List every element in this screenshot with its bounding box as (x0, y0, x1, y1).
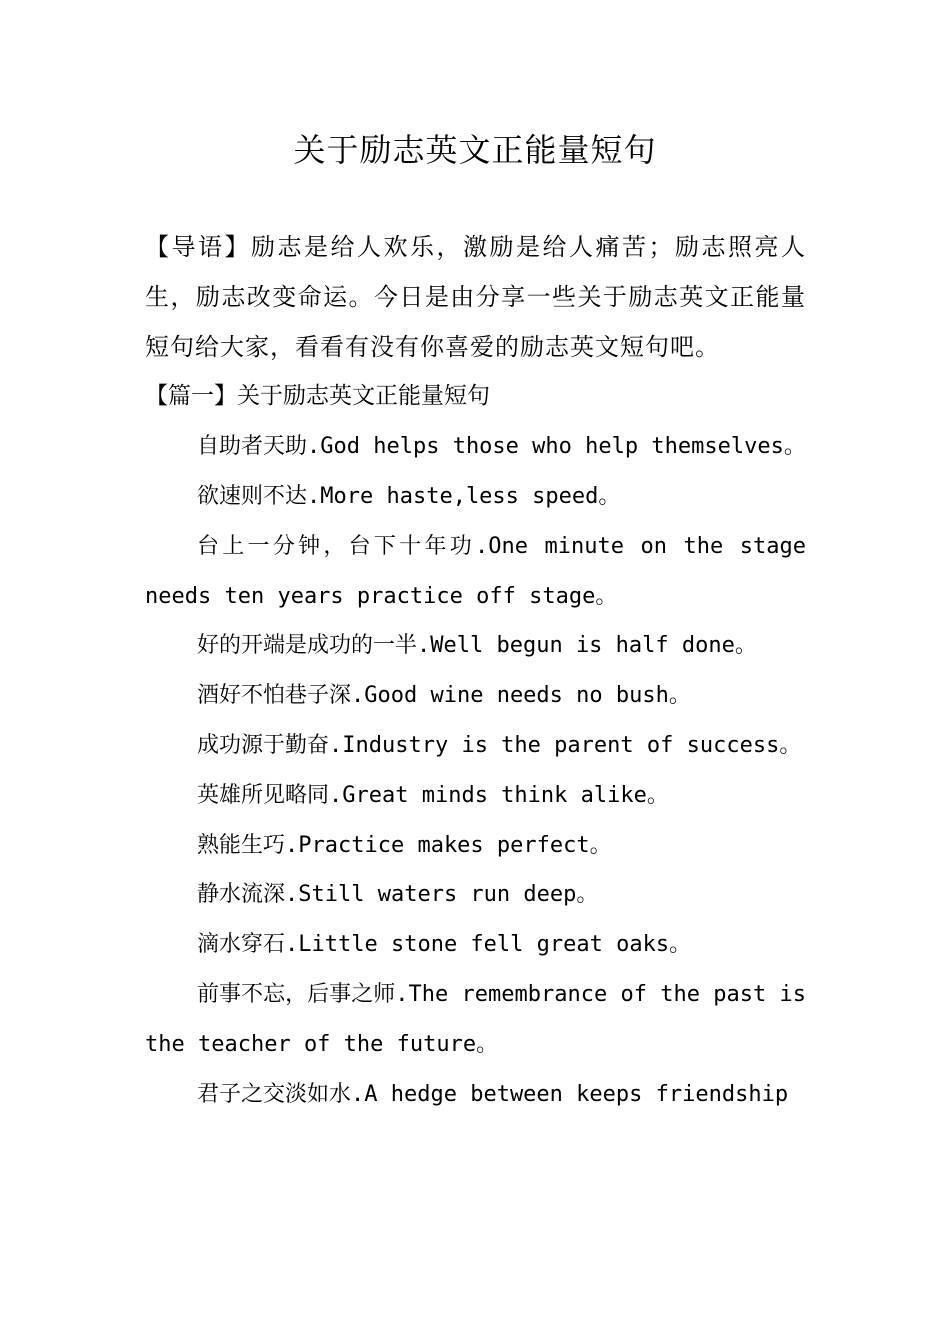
section-heading: 【篇一】关于励志英文正能量短句 (145, 383, 490, 410)
sentence-10: 滴水穿石.Little stone fell great oaks。 (197, 932, 692, 958)
sentence-8: 熟能生巧.Practice makes perfect。 (197, 832, 612, 858)
document-title: 关于励志英文正能量短句 (293, 131, 657, 169)
sentence-5: 酒好不怕巷子深.Good wine needs no bush。 (197, 683, 691, 709)
document-body (145, 223, 806, 1119)
sentence-2: 欲速则不达.More haste,less speed。 (197, 483, 621, 509)
sentence-12: 君子之交淡如水.A hedge between keeps friendship (197, 1081, 789, 1107)
intro-paragraph: 【导语】励志是给人欢乐，激励是给人痛苦；励志照亮人生，励志改变命运。今日是由分享一些关于励志英文正能量短句给大家，看看有没有你喜爱的励志英文短句吧。 (145, 233, 806, 361)
sentence-9: 静水流深.Still waters run deep。 (197, 882, 599, 908)
sentence-6: 成功源于勤奋.Industry is the parent of success。 (197, 732, 802, 758)
sentence-11: 前事不忘，后事之师.The remembrance of the past is the teacher of the future。 (145, 981, 806, 1057)
sentence-3: 台上一分钟，台下十年功.One minute on the stage needs ten years practice off stage。 (145, 533, 806, 609)
sentence-4: 好的开端是成功的一半.Well begun is half done。 (197, 633, 757, 659)
sentence-1: 自助者天助.God helps those who help themselves。 (197, 434, 806, 460)
sentence-7: 英雄所见略同.Great minds think alike。 (197, 782, 669, 808)
